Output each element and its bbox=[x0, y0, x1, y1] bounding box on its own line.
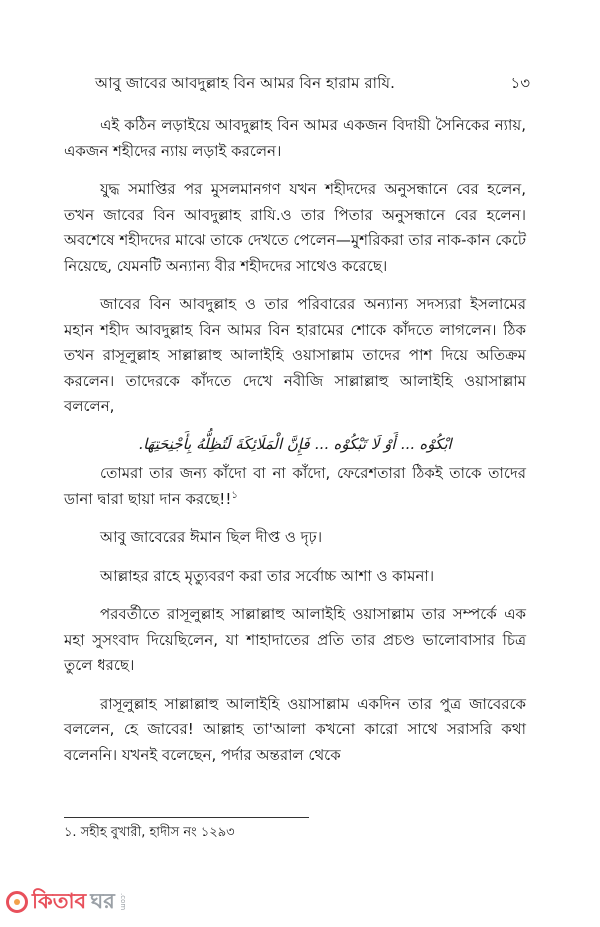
page-header bbox=[95, 72, 530, 97]
paragraph: আল্লাহর রাহে মৃত্যুবরণ করা তার সর্বোচ্চ আশা ও কামনা। bbox=[100, 566, 435, 585]
paragraph: যুদ্ধ সমাপ্তির পর মুসলমানগণ যখন শহীদদের অনুসন্ধানে বের হলেন, তখন জাবের বিন আবদুল্লাহ রাযি.ও তার পিতার অনুসন্ধানে বের হলেন। অবশেষে শহীদদের মাঝে তাকে দেখতে পেলেন—মুশরিকরা তার নাক-কান কেটে নিয়েছে, যেমনটি অন্যান্য বীর শহীদদের সাথেও করেছে। bbox=[64, 180, 526, 275]
logo-text-ghor: ঘর bbox=[90, 888, 115, 913]
footnote-marker: ১ bbox=[231, 489, 238, 501]
paragraph: এই কঠিন লড়াইয়ে আবদুল্লাহ বিন আমর একজন বিদায়ী সৈনিকের ন্যায়, একজন শহীদের ন্যায় লড়াই করলেন। bbox=[64, 116, 526, 160]
running-title: আবু জাবের আবদুল্লাহ বিন আমর বিন হারাম রাযি. bbox=[95, 74, 395, 92]
footnote: ১. সহীহ বুখারী, হাদীস নং ১২৯৩ bbox=[64, 825, 235, 840]
paragraph: আবু জাবেরের ঈমান ছিল দীপ্ত ও দৃঢ়। bbox=[100, 528, 323, 546]
paragraph: জাবের বিন আবদুল্লাহ ও তার পরিবারের অন্যান্য সদস্যরা ইসলামের মহান শহীদ আবদুল্লাহ বিন আমর বিন হারামের শোকে কাঁদতে লাগলেন। ঠিক তখন রাসূলুল্লাহ সাল্লাল্লাহু আলাইহি ওয়াসাল্লাম তাদের পাশ দিয়ে অতিক্রম করলেন। তাদেরকে কাঁদতে দেখে নবীজি সাল্লাল্লাহু আলাইহি ওয়াসাল্লাম বললেন, bbox=[64, 295, 526, 415]
page-body bbox=[64, 113, 526, 781]
publisher-logo bbox=[6, 886, 127, 918]
logo-text-kitab: কিতাব bbox=[32, 888, 87, 913]
translation-paragraph bbox=[64, 461, 526, 512]
paragraph: রাসূলুল্লাহ সাল্লাল্লাহু আলাইহি ওয়াসাল্লাম একদিন তার পুত্র জাবেরকে বললেন, হে জাবের! আল্লাহ তা'আলা কখনো কারো সাথে সরাসরি কথা বলেননি। যখনই বলেছেন, পর্দার অন্তরাল থেকে bbox=[64, 694, 526, 764]
page-number: ১৩ bbox=[510, 74, 530, 92]
footnote-divider bbox=[64, 817, 309, 818]
logo-ring-icon bbox=[6, 891, 28, 913]
translation-text: তোমরা তার জন্য কাঁদো বা না কাঁদো, ফেরেশতারা ঠিকই তাকে তাদের ডানা দ্বারা ছায়া দান করছে!! bbox=[64, 464, 526, 508]
arabic-quote: ابْكُوْه ... أَوْ لَا تَبْكُوْه ... فَإِنَّ الْمَلَائِكَةَ لَتُظِلُّهُ بِأَجْنِحَتِهَا. bbox=[138, 434, 452, 453]
paragraph: পরবর্তীতে রাসূলুল্লাহ সাল্লাল্লাহু আলাইহি ওয়াসাল্লাম তার সম্পর্কে এক মহা সুসংবাদ দিয়েছিলেন, যা শাহাদাতের প্রতি তার প্রচণ্ড ভালোবাসার চিত্র তুলে ধরছে। bbox=[64, 605, 526, 674]
logo-text-domain: .com bbox=[118, 893, 127, 911]
